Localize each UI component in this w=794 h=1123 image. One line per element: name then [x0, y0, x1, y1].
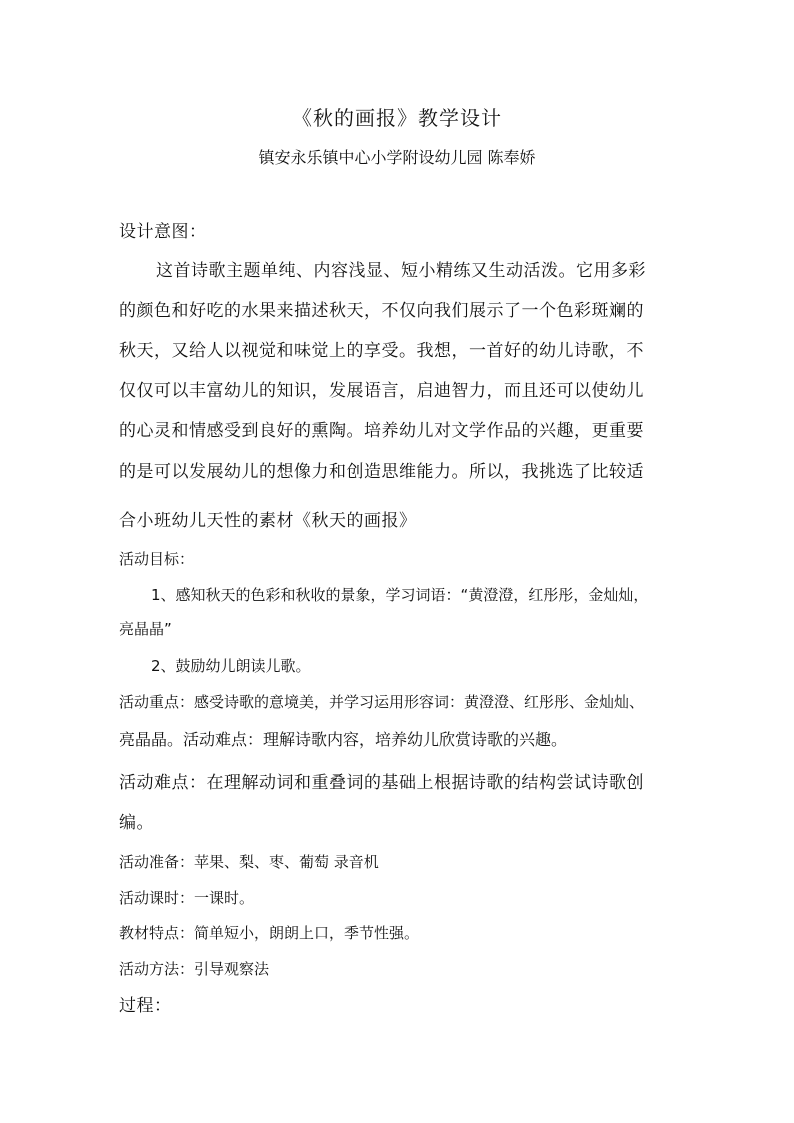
focus-line: 亮晶晶。活动难点：理解诗歌内容，培养幼儿欣赏诗歌的兴趣。: [119, 730, 568, 749]
difficulty-line: 活动难点：在理解动词和重叠词的基础上根据诗歌的结构尝试诗歌创: [119, 773, 644, 793]
intent-line: 这首诗歌主题单纯、内容浅显、短小精练又生动活泼。它用多彩: [156, 261, 646, 281]
intent-line: 合小班幼儿天性的素材《秋天的画报》: [119, 511, 417, 531]
prep-line: 活动准备：苹果、梨、枣、葡萄 录音机: [119, 853, 379, 871]
goal-item-2: 2、鼓励幼儿朗读儿歌。: [151, 657, 311, 675]
document-author: 镇安永乐镇中心小学附设幼儿园 陈奉娇: [258, 148, 536, 167]
intent-line: 仅仅可以丰富幼儿的知识，发展语言，启迪智力，而且还可以使幼儿: [119, 381, 644, 401]
goals-heading: 活动目标：: [119, 550, 195, 568]
document-title: 《秋的画报》教学设计: [292, 106, 502, 130]
process-heading: 过程：: [119, 996, 172, 1016]
difficulty-line: 编。: [119, 813, 154, 833]
goal-item-1: 1、感知秋天的色彩和秋收的景象，学习词语：“黄澄澄，红彤彤，金灿灿，: [151, 586, 649, 604]
features-line: 教材特点：简单短小，朗朗上口，季节性强。: [119, 924, 420, 942]
intent-line: 的心灵和情感受到良好的熏陶。培养幼儿对文学作品的兴趣，更重要: [119, 421, 644, 441]
intent-line: 秋天，又给人以视觉和味觉上的享受。我想，一首好的幼儿诗歌，不: [119, 341, 644, 361]
intent-heading: 设计意图：: [119, 222, 207, 242]
duration-line: 活动课时：一课时。: [119, 889, 255, 907]
focus-line: 活动重点：感受诗歌的意境美，并学习运用形容词：黄澄澄、红彤彤、金灿灿、: [119, 693, 645, 711]
intent-line: 的颜色和好吃的水果来描述秋天，不仅向我们展示了一个色彩斑斓的: [119, 301, 644, 321]
goal-item-1-cont: 亮晶晶”: [119, 620, 172, 638]
intent-line: 的是可以发展幼儿的想像力和创造思维能力。所以，我挑选了比较适: [119, 462, 644, 482]
method-line: 活动方法：引导观察法: [119, 960, 270, 978]
